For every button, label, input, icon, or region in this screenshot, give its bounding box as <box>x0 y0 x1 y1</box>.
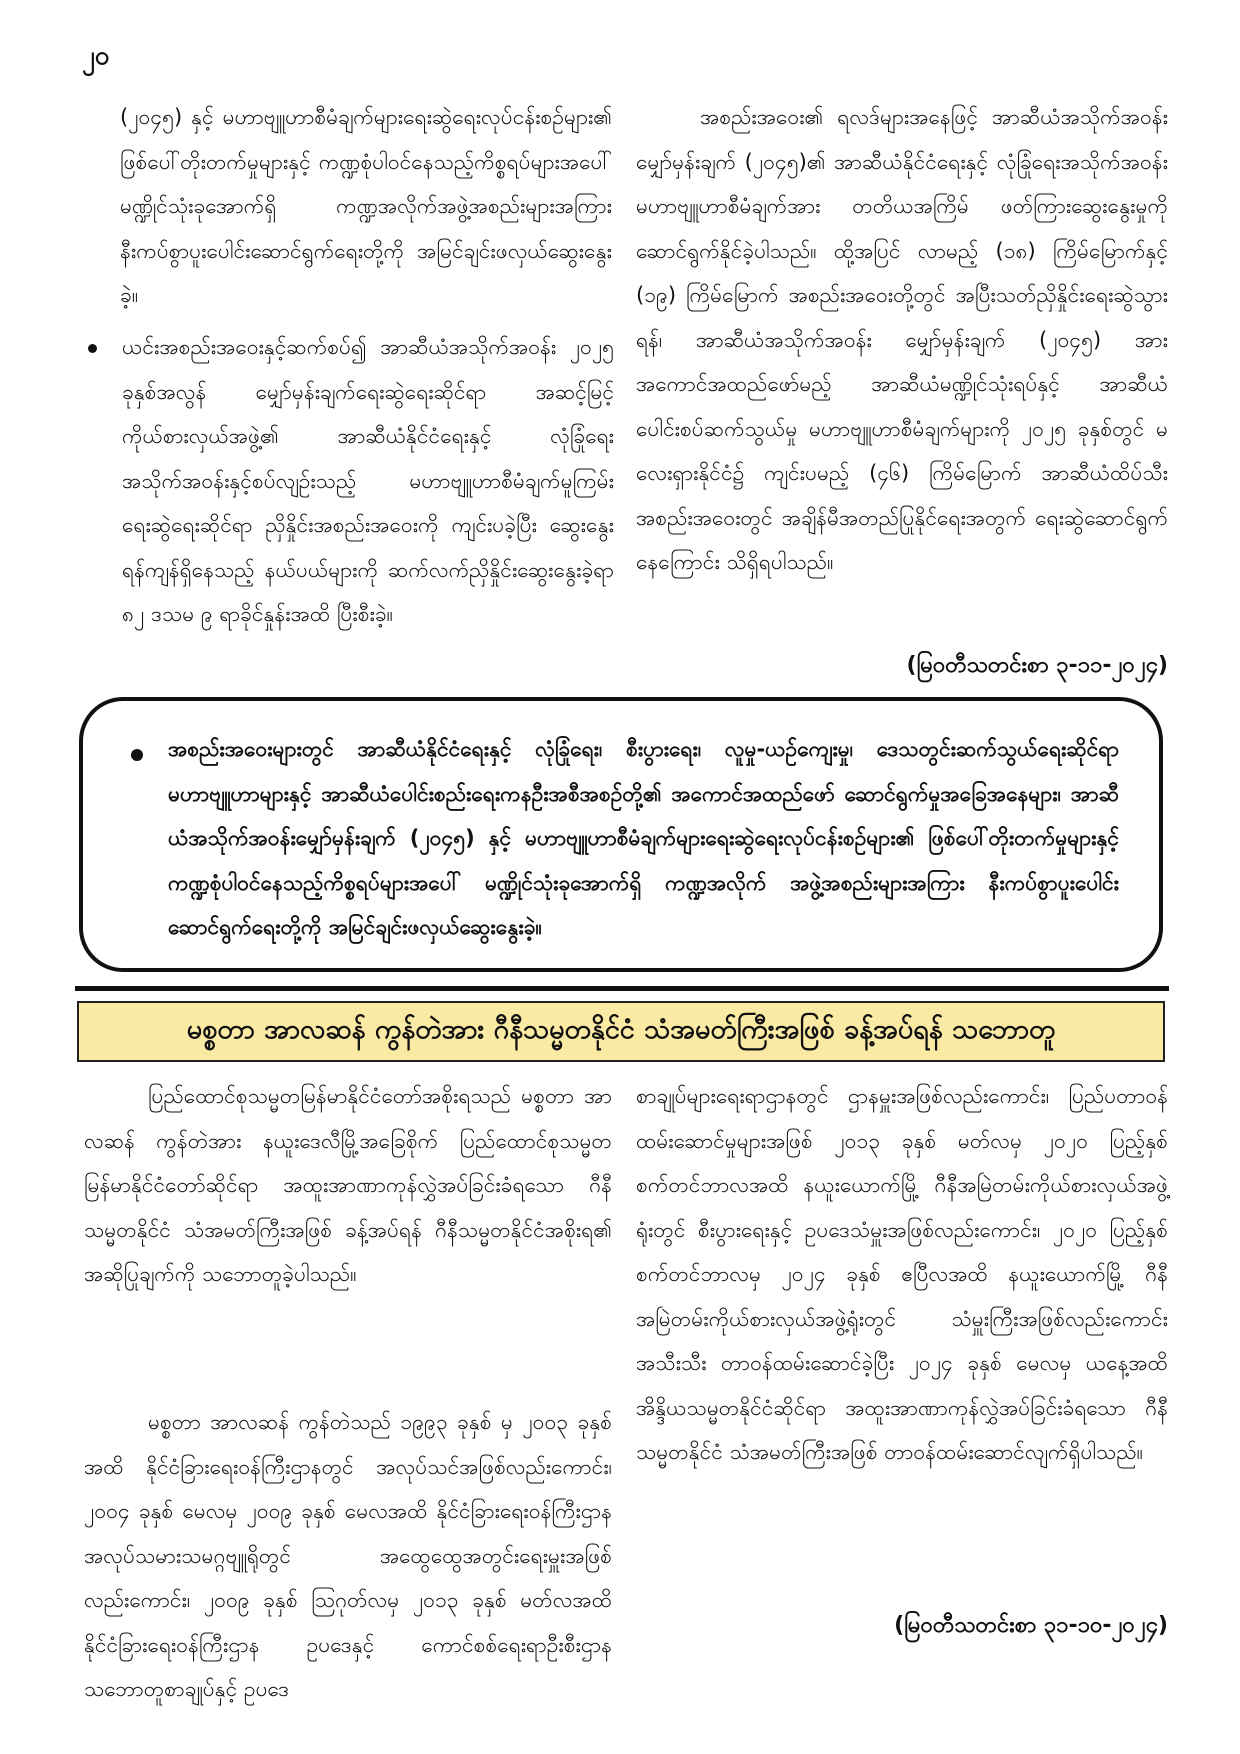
article-left-paragraph-2: မစ္စတာ အာလဆန် ကွန်တဲသည် ၁၉၉၃ ခုနှစ် မှ ၂၀၀၃ ခုနှစ်အထိ နိုင်ငံခြားရေးဝန်ကြီးဌာနတွင် အလုပ်သင်အဖြစ်လည်းကောင်း၊ ၂၀၀၄ ခုနှစ် မေလမှ ၂၀၀၉ ခုနှစ် မေလအထိ နိုင်ငံခြားရေးဝန်ကြီးဌာန အလုပ်သမားသမဂ္ဂဗျူရိုတွင် အထွေထွေအတွင်းရေးမှူးအဖြစ်လည်းကောင်း၊ ၂၀၀၉ ခုနှစ် ဩဂုတ်လမှ ၂၀၁၃ ခုနှစ် မတ်လအထိ နိုင်ငံခြားရေးဝန်ကြီးဌာန ဥပဒေနှင့် ကောင်စစ်ရေးရာဦးစီးဌာန သဘောတူစာချုပ်နှင့် ဥပဒေ <box>84 1410 612 1701</box>
article-right-paragraph: စာချုပ်များရေးရာဌာနတွင် ဌာနမှူးအဖြစ်လည်းကောင်း၊ ပြည်ပတာဝန်ထမ်းဆောင်မှုများအဖြစ် ၂၀၁၃ ခုနှစ် မတ်လမှ ၂၀၂၀ ပြည့်နှစ် စက်တင်ဘာလအထိ နယူးယောက်မြို့ ဂီနီအမြဲတမ်းကိုယ်စားလှယ်အဖွဲ့ရုံးတွင် စီးပွားရေးနှင့် ဥပဒေသံမှူးအဖြစ်လည်းကောင်း၊ ၂၀၂၀ ပြည့်နှစ် စက်တင်ဘာလမှ ၂၀၂၄ ခုနှစ် ဧပြီလအထိ နယူးယောက်မြို့ ဂီနီအမြဲတမ်းကိုယ်စားလှယ်အဖွဲ့ရုံးတွင် သံမှူးကြီးအဖြစ်လည်းကောင်း အသီးသီး တာဝန်ထမ်းဆောင်ခဲ့ပြီး ၂၀၂၄ ခုနှစ် မေလမှ ယနေ့အထိ အိန္ဒိယသမ္မတနိုင်ငံဆိုင်ရာ အထူးအာဏာကုန်လွှဲအပ်ခြင်းခံရသော ဂီနီသမ္မတနိုင်ငံ သံအမတ်ကြီးအဖြစ် တာဝန်ထမ်းဆောင်လျက်ရှိပါသည်။ <box>636 1084 1168 1464</box>
top-left-intro-paragraph: (၂၀၄၅) နှင့် မဟာဗျူဟာစီမံချက်များရေးဆွဲရေးလုပ်ငန်းစဉ်များ၏ ဖြစ်ပေါ်တိုးတက်မှုများနှင့် ကဏ္ဍစုံပါဝင်နေသည့်ကိစ္စရပ်များအပေါ် မဏ္ဍိုင်သုံးခုအောက်ရှိ ကဏ္ဍအလိုက်အဖွဲ့အစည်းများအကြား နီးကပ်စွာပူးပေါင်းဆောင်ရွက်ရေးတို့ကို အမြင်ချင်းဖလှယ်ဆွေးနွေးခဲ့။ <box>120 105 612 307</box>
top-left-bullet-list <box>84 325 614 637</box>
article-headline-bar <box>77 1001 1165 1062</box>
bullet-icon <box>88 344 97 353</box>
highlight-text: အစည်းအဝေးများတွင် အာဆီယံနိုင်ငံရေးနှင့် လုံခြုံရေး၊ စီးပွားရေး၊ လူမှု-ယဉ်ကျေးမှု၊ ဒေသတွင်းဆက်သွယ်ရေးဆိုင်ရာ မဟာဗျူဟာများနှင့် အာဆီယံပေါင်းစည်းရေးကနဦးအစီအစဉ်တို့၏ အကောင်အထည်ဖော် ဆောင်ရွက်မှုအခြေအနေများ၊ အာဆီယံအသိုက်အဝန်းမျှော်မှန်းချက် (၂၀၄၅) နှင့် မဟာဗျူဟာစီမံချက်များရေးဆွဲရေးလုပ်ငန်းစဉ်များ၏ ဖြစ်ပေါ်တိုးတက်မှုများနှင့် ကဏ္ဍစုံပါဝင်နေသည့်ကိစ္စရပ်များအပေါ် မဏ္ဍိုင်သုံးခုအောက်ရှိ ကဏ္ဍအလိုက် အဖွဲ့အစည်းများအကြား နီးကပ်စွာပူးပေါင်းဆောင်ရွက်ရေးတို့ကို အမြင်ချင်းဖလှယ်ဆွေးနွေးခဲ့။ <box>168 737 1119 939</box>
source-note-2: (မြဝတီသတင်းစာ ၃၁-၁၀-၂၀၂၄) <box>894 1613 1168 1638</box>
bullet-paragraph: ယင်းအစည်းအဝေးနှင့်ဆက်စပ်၍ အာဆီယံအသိုက်အဝန်း ၂၀၂၅ ခုနှစ်အလွန် မျှော်မှန်းချက်ရေးဆွဲရေးဆိုင်ရာ အဆင့်မြင့်ကိုယ်စားလှယ်အဖွဲ့၏ အာဆီယံနိုင်ငံရေးနှင့် လုံခြုံရေးအသိုက်အဝန်းနှင့်စပ်လျဉ်းသည့် မဟာဗျူဟာစီမံချက်မူကြမ်းရေးဆွဲရေးဆိုင်ရာ ညှိနှိုင်းအစည်းအဝေးကို ကျင်းပခဲ့ပြီး ဆွေးနွေးရန်ကျန်ရှိနေသည့် နယ်ပယ်များကို ဆက်လက်ညှိနှိုင်းဆွေးနွေးခဲ့ရာ ၈၂ ဒသမ ၉ ရာခိုင်နှုန်းအထိ ပြီးစီးခဲ့။ <box>122 335 614 626</box>
source-note-1: (မြဝတီသတင်းစာ ၃-၁၁-၂၀၂၄) <box>906 653 1168 678</box>
highlight-box <box>79 697 1163 972</box>
article-headline: မစ္စတာ အာလဆန် ကွန်တဲအား ဂီနီသမ္မတနိုင်ငံ သံအမတ်ကြီးအဖြစ် ခန့်အပ်ရန် သဘောတူ <box>186 1013 1056 1045</box>
section-divider <box>75 986 1169 991</box>
bullet-list-item <box>84 325 614 637</box>
page-number: ၂၀ <box>82 41 110 71</box>
top-right-paragraph: အစည်းအဝေး၏ ရလဒ်များအနေဖြင့် အာဆီယံအသိုက်အဝန်း မျှော်မှန်းချက် (၂၀၄၅)၏ အာဆီယံနိုင်ငံရေးနှင့် လုံခြုံရေးအသိုက်အဝန်းမဟာဗျူဟာစီမံချက်အား တတိယအကြိမ် ဖတ်ကြားဆွေးနွေးမှုကို ဆောင်ရွက်နိုင်ခဲ့ပါသည်။ ထို့အပြင် လာမည့် (၁၈) ကြိမ်မြောက်နှင့် (၁၉) ကြိမ်မြောက် အစည်းအဝေးတို့တွင် အပြီးသတ်ညှိနှိုင်းရေးဆွဲသွားရန်၊ အာဆီယံအသိုက်အဝန်း မျှော်မှန်းချက် (၂၀၄၅) အား အကောင်အထည်ဖော်မည့် အာဆီယံမဏ္ဍိုင်သုံးရပ်နှင့် အာဆီယံပေါင်းစပ်ဆက်သွယ်မှု မဟာဗျူဟာစီမံချက်များကို ၂၀၂၅ ခုနှစ်တွင် မလေးရှားနိုင်ငံ၌ ကျင်းပမည့် (၄၆) ကြိမ်မြောက် အာဆီယံထိပ်သီး အစည်းအဝေးတွင် အချိန်မီအတည်ပြုနိုင်ရေးအတွက် ရေးဆွဲဆောင်ရွက်နေကြောင်း သိရှိရပါသည်။ <box>636 105 1168 574</box>
bullet-icon <box>131 749 143 761</box>
article-left-paragraph-1: ပြည်ထောင်စုသမ္မတမြန်မာနိုင်ငံတော်အစိုးရသည် မစ္စတာ အာလဆန် ကွန်တဲအား နယူးဒေလီမြို့အခြေစိုက် ပြည်ထောင်စုသမ္မတမြန်မာနိုင်ငံတော်ဆိုင်ရာ အထူးအာဏာကုန်လွှဲအပ်ခြင်းခံရသော ဂီနီသမ္မတနိုင်ငံ သံအမတ်ကြီးအဖြစ် ခန့်အပ်ရန် ဂီနီသမ္မတနိုင်ငံအစိုးရ၏ အဆိုပြုချက်ကို သဘောတူခဲ့ပါသည်။ <box>84 1084 612 1286</box>
